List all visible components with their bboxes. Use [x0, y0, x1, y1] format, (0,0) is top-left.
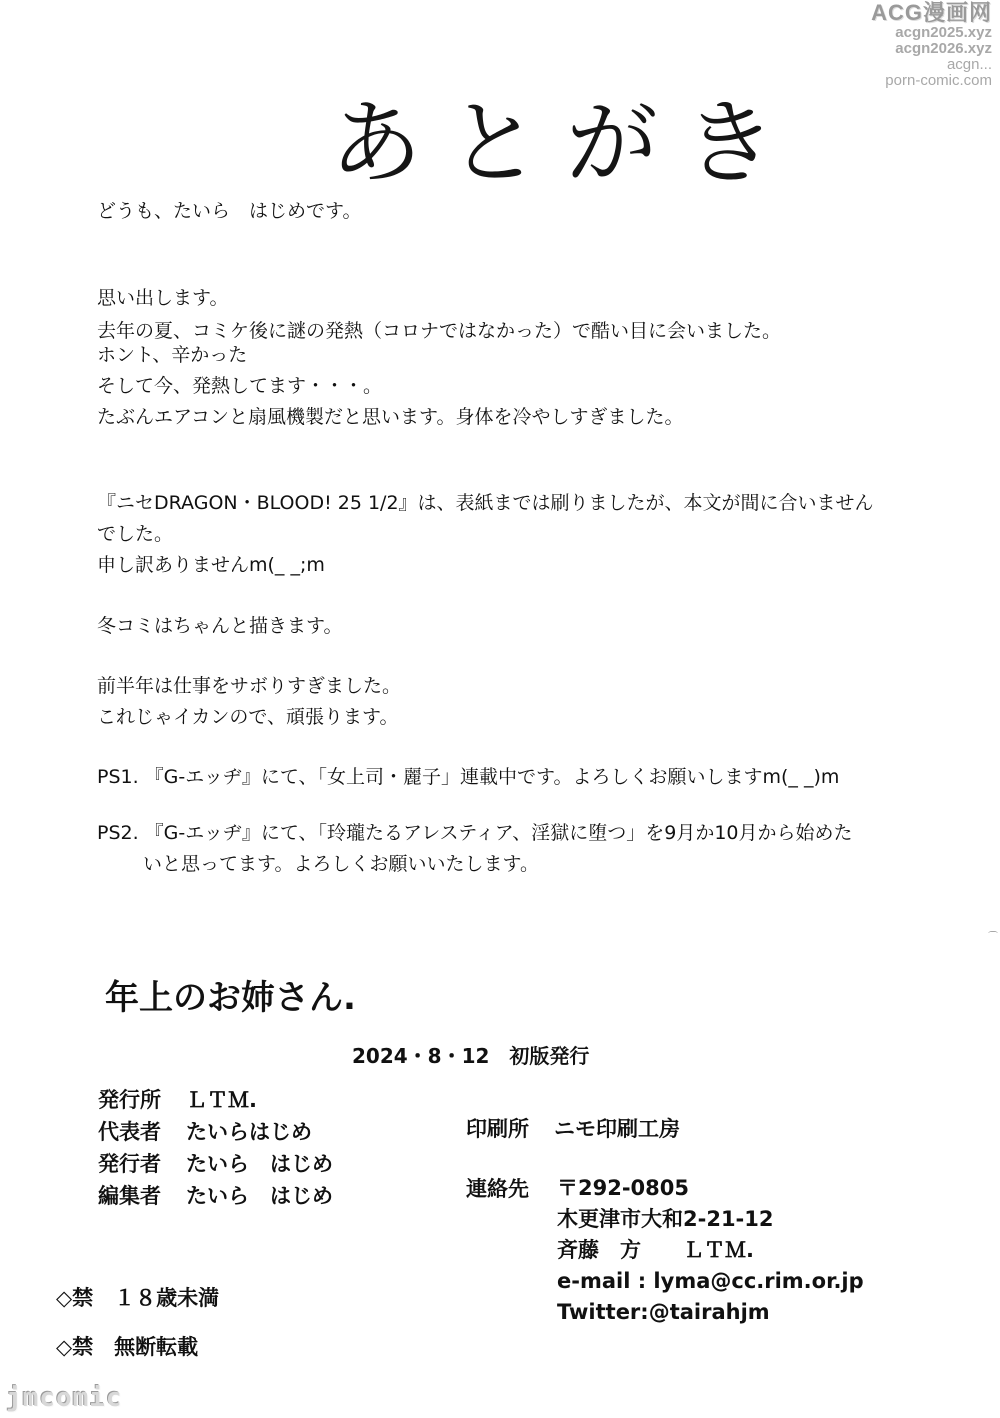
paragraph-line: これじゃイカンので、頑張ります。 [97, 706, 399, 728]
paragraph-line: でした。 [97, 523, 174, 545]
postscript-2-continued: いと思ってます。よろしくお願いいたします。 [143, 853, 539, 875]
publish-date: 2024・8・12 初版発行 [352, 1044, 590, 1068]
watermark-site-name: ACG漫画网 [871, 0, 992, 25]
printer-row [466, 1113, 680, 1145]
watermark-url: acgn2025.xyz [895, 24, 992, 41]
contact-label: 連絡先 [466, 1177, 529, 1201]
paragraph-line: 冬コミはちゃんと描きます。 [97, 615, 343, 637]
contact-twitter: Twitter:@tairahjm [557, 1300, 770, 1324]
colophon-left-block [98, 1084, 333, 1212]
prohibition-age: ◇禁 １８歳未満 [56, 1286, 220, 1310]
colophon-row [98, 1148, 333, 1180]
jmcomic-logo: jmcomic [6, 1383, 123, 1413]
postscript-2: PS2. 『G-エッヂ』にて、「玲瓏たるアレスティア、淫獄に堕つ」を9月か10月から始めた [97, 822, 853, 844]
site-watermark [871, 2, 992, 88]
paragraph-line: どうも、たいら はじめです。 [97, 200, 362, 222]
printer-label: 印刷所 [466, 1117, 529, 1141]
colophon-row [98, 1116, 333, 1148]
colophon-row [98, 1084, 333, 1116]
watermark-url: porn-comic.com [885, 72, 992, 89]
colophon-value: たいら はじめ [186, 1152, 333, 1176]
paragraph-line: たぶんエアコンと扇風機製だと思います。身体を冷やしすぎました。 [97, 406, 684, 428]
colophon-label: 発行者 [98, 1152, 161, 1176]
colophon-label: 代表者 [98, 1120, 161, 1144]
paragraph-line: 申し訳ありませんm(_ _;m [97, 554, 325, 576]
paragraph-line: 思い出します。 [97, 287, 229, 309]
colophon-label: 発行所 [98, 1088, 161, 1112]
printer-value: ニモ印刷工房 [554, 1117, 680, 1141]
colophon-value: たいら はじめ [186, 1184, 333, 1208]
scan-mark: ⌒ [988, 932, 998, 943]
paragraph-line: 去年の夏、コミケ後に謎の発熱（コロナではなかった）で酷い目に会いました。 [97, 320, 782, 342]
contact-care-of: 斉藤 方 ＬＴＭ. [557, 1238, 754, 1262]
paragraph-line: 『ニセDRAGON・BLOOD! 25 1/2』は、表紙までは刷りましたが、本文が間に合いません [97, 492, 874, 514]
contact-block [557, 1173, 864, 1328]
colophon-label: 編集者 [98, 1184, 161, 1208]
contact-address: 木更津市大和2-21-12 [557, 1207, 774, 1231]
paragraph-line: ホント、辛かった [97, 344, 248, 366]
colophon-value: ＬＴＭ. [186, 1088, 257, 1112]
prohibition-reprint: ◇禁 無断転載 [56, 1335, 199, 1359]
paragraph-line: そして今、発熱してます・・・。 [97, 375, 383, 397]
colophon-row [98, 1180, 333, 1212]
paragraph-line: 前半年は仕事をサボりすぎました。 [97, 675, 402, 697]
watermark-url: acgn... [946, 56, 992, 73]
watermark-url: acgn2026.xyz [895, 40, 992, 57]
page-title: あとがき [330, 90, 803, 197]
colophon-value: たいらはじめ [186, 1120, 312, 1144]
book-title: 年上のお姉さん. [105, 978, 356, 1018]
contact-email: e-mail : lyma@cc.rim.or.jp [557, 1269, 864, 1293]
postscript-1: PS1. 『G-エッヂ』にて、「女上司・麗子」連載中です。よろしくお願いしますm(_ _)m [97, 766, 840, 788]
contact-postal-code: 〒292-0805 [557, 1176, 689, 1200]
